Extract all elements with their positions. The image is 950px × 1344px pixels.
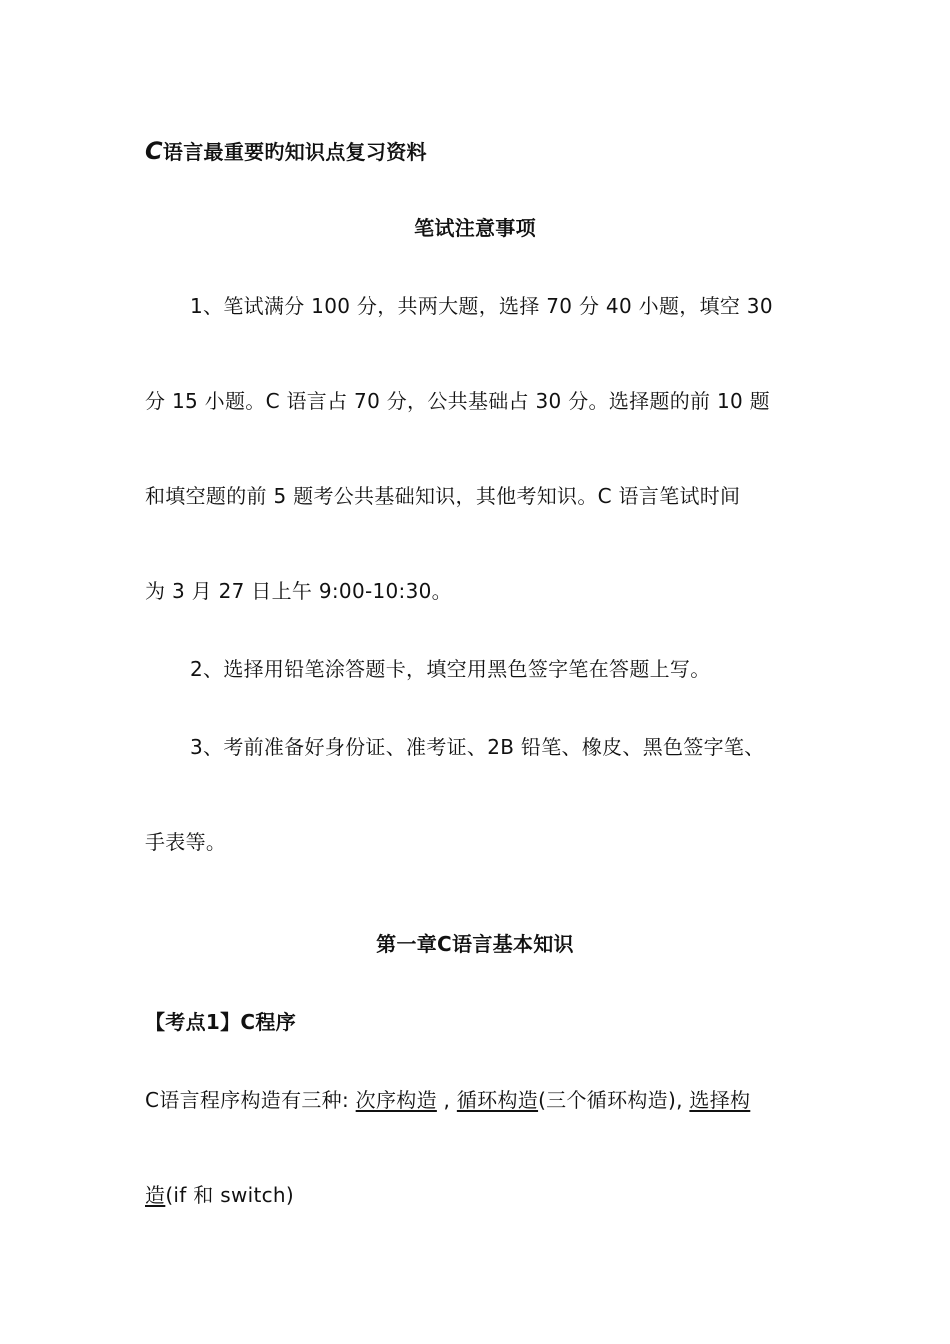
document-title xyxy=(145,137,427,166)
separator: , xyxy=(436,1088,457,1112)
selection-note: (if 和 switch) xyxy=(165,1183,294,1207)
document-title-c: C xyxy=(145,137,163,165)
point-1-heading: 【考点1】C程序 xyxy=(145,1010,296,1034)
document-title-text: 语言最重要旳知识点复习资料 xyxy=(162,140,427,164)
paragraph-1-line-2: 分 15 小题。C 语言占 70 分，公共基础占 30 分。选择题的前 10 题 xyxy=(145,389,770,413)
paragraph-1-line-1: 1、笔试满分 100 分，共两大题，选择 70 分 40 小题，填空 30 xyxy=(190,294,773,318)
paragraph-4-line-1 xyxy=(145,1086,750,1114)
paragraph-2-line-1: 2、选择用铅笔涂答题卡，填空用黑色签字笔在答题上写。 xyxy=(190,657,711,681)
loop-structure-term: 循环构造 xyxy=(456,1088,539,1112)
structure-intro: C语言程序构造有三种: xyxy=(145,1088,356,1112)
chapter-heading: 第一章C语言基本知识 xyxy=(376,932,574,956)
selection-structure-term-part-2: 造 xyxy=(145,1183,166,1207)
sequential-structure-term: 次序构造 xyxy=(355,1088,437,1112)
paragraph-3-line-1: 3、考前准备好身份证、准考证、2B 铅笔、橡皮、黑色签字笔、 xyxy=(190,735,765,759)
paragraph-4-line-2 xyxy=(145,1181,294,1209)
loop-note: (三个循环构造), xyxy=(538,1088,690,1112)
paragraph-1-line-4: 为 3 月 27 日上午 9:00-10:30。 xyxy=(145,579,452,603)
section-heading-exam-notes: 笔试注意事项 xyxy=(414,216,536,240)
selection-structure-term-part-1: 选择构 xyxy=(689,1088,751,1112)
paragraph-3-line-2: 手表等。 xyxy=(145,830,227,854)
paragraph-1-line-3: 和填空题的前 5 题考公共基础知识，其他考知识。C 语言笔试时间 xyxy=(145,484,741,508)
